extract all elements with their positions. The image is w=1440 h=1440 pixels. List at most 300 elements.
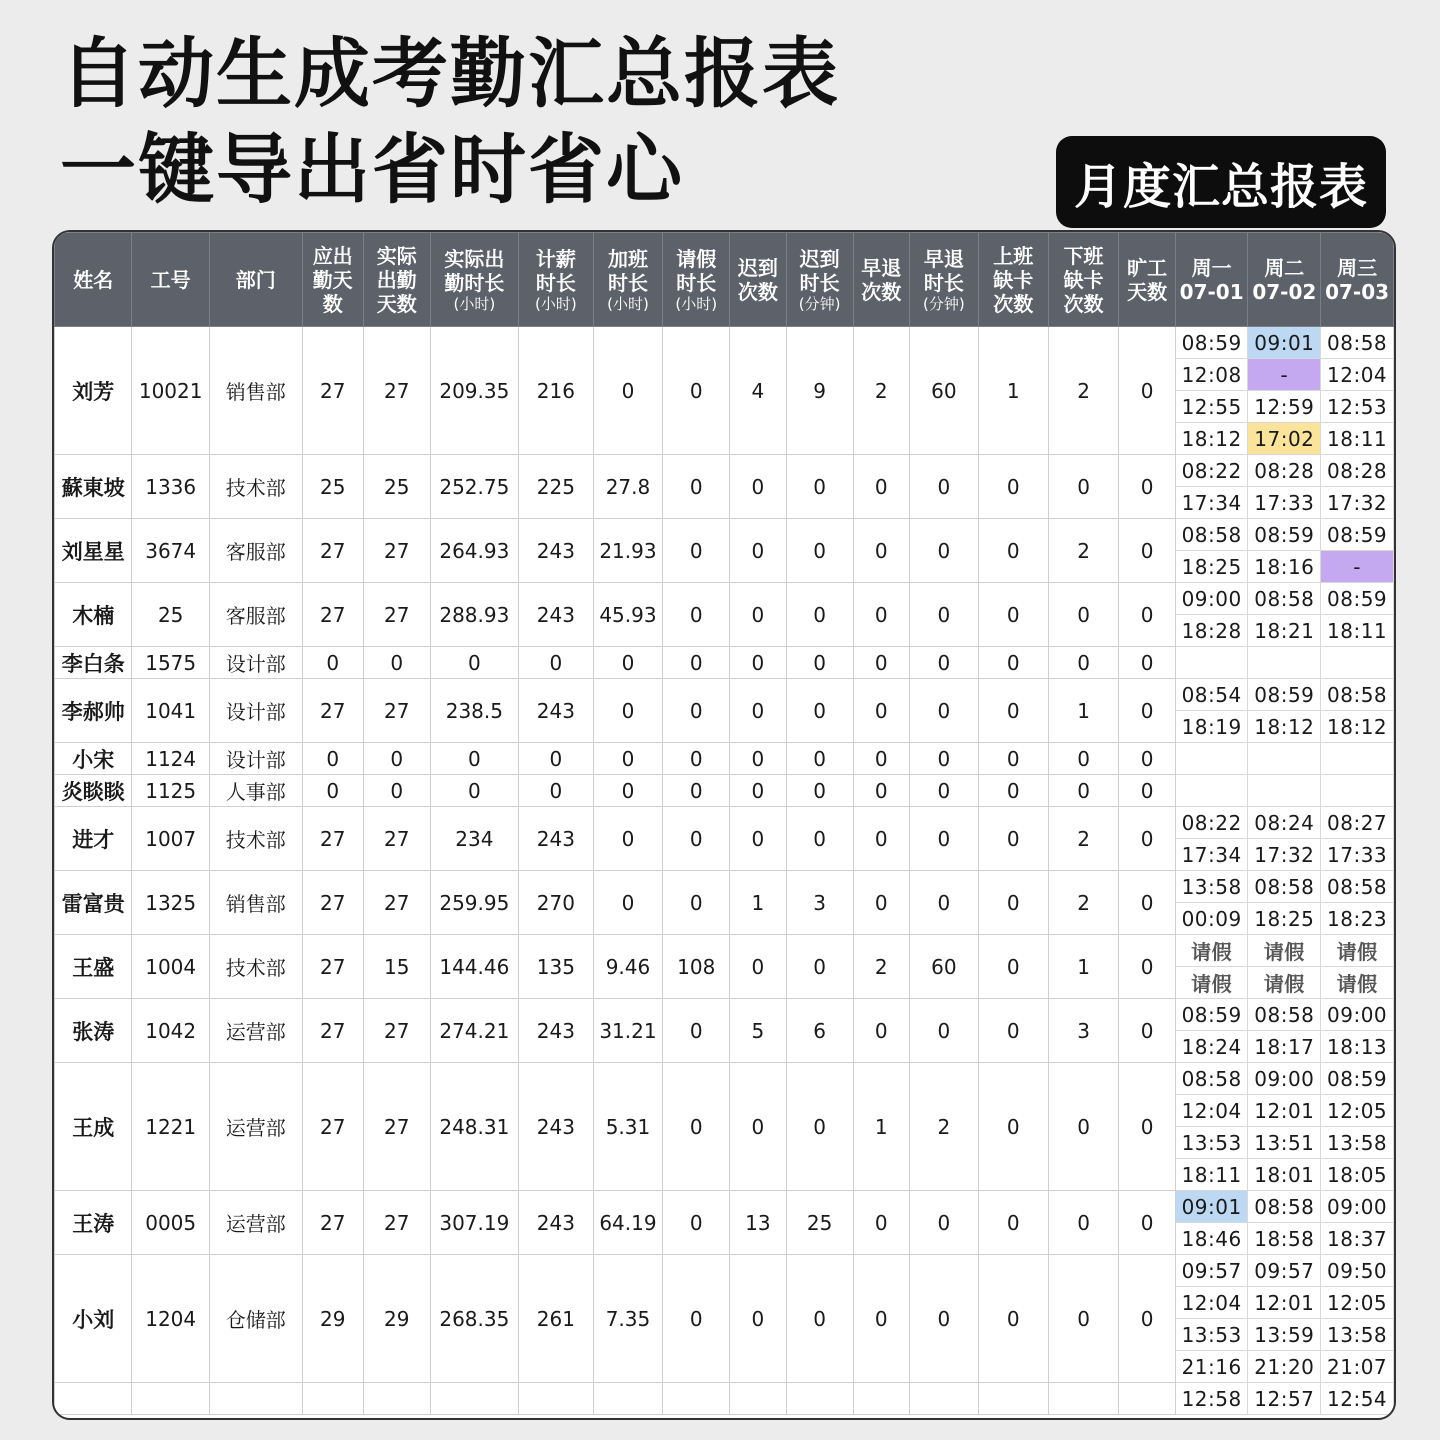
cell-stat-7[interactable]: 0 — [593, 871, 663, 935]
cell-stat-14[interactable]: 0 — [1048, 647, 1119, 679]
cell-punch-time[interactable]: 21:16 — [1175, 1351, 1248, 1383]
cell-stat-11[interactable]: 0 — [853, 743, 909, 775]
cell-name[interactable] — [55, 1383, 132, 1415]
cell-stat-9[interactable]: 0 — [730, 1255, 786, 1383]
cell-stat-4[interactable]: 27 — [363, 327, 430, 455]
cell-punch-time[interactable]: 18:58 — [1248, 1223, 1321, 1255]
cell-stat-13[interactable]: 1 — [978, 327, 1048, 455]
cell-name[interactable]: 刘芳 — [55, 327, 132, 455]
cell-name[interactable]: 炎睒睒 — [55, 775, 132, 807]
cell-stat-6[interactable]: 225 — [519, 455, 594, 519]
cell-punch-time[interactable]: 17:02 — [1248, 423, 1321, 455]
cell-punch-time[interactable]: 12:55 — [1175, 391, 1248, 423]
cell-stat-11[interactable]: 0 — [853, 1191, 909, 1255]
cell-stat-4[interactable]: 15 — [363, 935, 430, 999]
cell-punch-time[interactable] — [1248, 743, 1321, 775]
cell-punch-time[interactable]: 17:33 — [1321, 839, 1394, 871]
cell-dept[interactable]: 客服部 — [209, 519, 302, 583]
cell-stat-12[interactable]: 0 — [909, 1191, 978, 1255]
cell-stat-15[interactable]: 0 — [1119, 455, 1175, 519]
cell-stat-14[interactable]: 0 — [1048, 775, 1119, 807]
cell-stat-7[interactable]: 45.93 — [593, 583, 663, 647]
cell-stat-10[interactable]: 0 — [786, 807, 853, 871]
cell-stat-7[interactable]: 21.93 — [593, 519, 663, 583]
header-col-17[interactable] — [1248, 233, 1321, 327]
cell-dept[interactable]: 运营部 — [209, 1191, 302, 1255]
cell-punch-time[interactable]: 18:12 — [1321, 711, 1394, 743]
cell-name[interactable]: 小刘 — [55, 1255, 132, 1383]
cell-punch-time[interactable]: 08:59 — [1321, 519, 1394, 551]
cell-stat-12[interactable]: 2 — [909, 1063, 978, 1191]
cell-stat-9[interactable]: 0 — [730, 647, 786, 679]
cell-name[interactable]: 木楠 — [55, 583, 132, 647]
cell-punch-time[interactable]: 12:57 — [1248, 1383, 1321, 1415]
cell-punch-time[interactable]: 18:23 — [1321, 903, 1394, 935]
cell-id[interactable]: 1004 — [132, 935, 209, 999]
cell-punch-time[interactable]: 08:27 — [1321, 807, 1394, 839]
cell-stat-10[interactable]: 0 — [786, 583, 853, 647]
cell-stat-3[interactable]: 27 — [302, 871, 363, 935]
cell-stat-11[interactable]: 0 — [853, 999, 909, 1063]
cell-stat-7[interactable]: 0 — [593, 807, 663, 871]
cell-dept[interactable]: 仓储部 — [209, 1255, 302, 1383]
cell-punch-time[interactable]: 17:33 — [1248, 487, 1321, 519]
cell-name[interactable]: 小宋 — [55, 743, 132, 775]
cell-punch-time[interactable]: 08:58 — [1248, 1191, 1321, 1223]
cell-punch-time[interactable] — [1321, 647, 1394, 679]
cell-stat-12[interactable]: 0 — [909, 647, 978, 679]
cell-punch-time[interactable]: 09:01 — [1175, 1191, 1248, 1223]
cell-punch-time[interactable]: 08:59 — [1321, 1063, 1394, 1095]
cell-stat-3[interactable]: 27 — [302, 583, 363, 647]
cell-stat-6[interactable]: 261 — [519, 1255, 594, 1383]
cell-name[interactable]: 王成 — [55, 1063, 132, 1191]
cell-punch-time[interactable]: 18:24 — [1175, 1031, 1248, 1063]
cell-stat-3[interactable]: 27 — [302, 327, 363, 455]
cell-punch-time[interactable]: 18:37 — [1321, 1223, 1394, 1255]
cell-stat-9[interactable]: 4 — [730, 327, 786, 455]
cell-id[interactable]: 1575 — [132, 647, 209, 679]
cell-stat-14[interactable] — [1048, 1383, 1119, 1415]
cell-stat-5[interactable]: 0 — [430, 743, 518, 775]
cell-stat-15[interactable]: 0 — [1119, 583, 1175, 647]
cell-stat-15[interactable]: 0 — [1119, 1063, 1175, 1191]
cell-stat-8[interactable]: 0 — [663, 1191, 730, 1255]
cell-stat-13[interactable]: 0 — [978, 583, 1048, 647]
cell-stat-4[interactable] — [363, 1383, 430, 1415]
cell-stat-6[interactable]: 0 — [519, 775, 594, 807]
cell-stat-11[interactable]: 1 — [853, 1063, 909, 1191]
cell-stat-5[interactable]: 274.21 — [430, 999, 518, 1063]
cell-stat-9[interactable]: 0 — [730, 743, 786, 775]
cell-stat-12[interactable]: 0 — [909, 999, 978, 1063]
cell-punch-time[interactable]: 08:59 — [1175, 327, 1248, 359]
cell-punch-time[interactable]: 18:12 — [1248, 711, 1321, 743]
cell-name[interactable]: 李白条 — [55, 647, 132, 679]
cell-punch-time[interactable]: 08:58 — [1321, 679, 1394, 711]
cell-stat-4[interactable]: 25 — [363, 455, 430, 519]
cell-stat-6[interactable]: 243 — [519, 807, 594, 871]
cell-stat-8[interactable]: 0 — [663, 679, 730, 743]
cell-dept[interactable] — [209, 1383, 302, 1415]
cell-stat-11[interactable]: 2 — [853, 935, 909, 999]
cell-stat-7[interactable]: 7.35 — [593, 1255, 663, 1383]
cell-stat-13[interactable] — [978, 1383, 1048, 1415]
cell-stat-12[interactable]: 0 — [909, 807, 978, 871]
cell-punch-time[interactable] — [1321, 743, 1394, 775]
cell-punch-time[interactable] — [1248, 775, 1321, 807]
cell-stat-11[interactable]: 0 — [853, 647, 909, 679]
cell-id[interactable] — [132, 1383, 209, 1415]
cell-stat-8[interactable]: 0 — [663, 1063, 730, 1191]
cell-punch-time[interactable]: 18:11 — [1321, 423, 1394, 455]
cell-stat-11[interactable]: 0 — [853, 871, 909, 935]
cell-id[interactable]: 1041 — [132, 679, 209, 743]
header-col-15[interactable] — [1119, 233, 1175, 327]
cell-name[interactable]: 张涛 — [55, 999, 132, 1063]
cell-name[interactable]: 王盛 — [55, 935, 132, 999]
cell-stat-14[interactable]: 2 — [1048, 807, 1119, 871]
cell-stat-11[interactable]: 0 — [853, 519, 909, 583]
cell-dept[interactable]: 人事部 — [209, 775, 302, 807]
cell-stat-6[interactable]: 243 — [519, 583, 594, 647]
cell-stat-6[interactable]: 270 — [519, 871, 594, 935]
cell-stat-10[interactable]: 0 — [786, 743, 853, 775]
cell-id[interactable]: 1325 — [132, 871, 209, 935]
cell-stat-10[interactable]: 0 — [786, 647, 853, 679]
cell-stat-11[interactable]: 0 — [853, 455, 909, 519]
cell-punch-time[interactable]: 09:00 — [1175, 583, 1248, 615]
cell-stat-4[interactable]: 27 — [363, 1063, 430, 1191]
cell-stat-15[interactable]: 0 — [1119, 1191, 1175, 1255]
cell-stat-10[interactable]: 3 — [786, 871, 853, 935]
cell-stat-5[interactable]: 144.46 — [430, 935, 518, 999]
cell-stat-12[interactable]: 0 — [909, 775, 978, 807]
cell-stat-6[interactable]: 243 — [519, 679, 594, 743]
cell-stat-13[interactable]: 0 — [978, 455, 1048, 519]
cell-stat-5[interactable]: 264.93 — [430, 519, 518, 583]
cell-stat-15[interactable]: 0 — [1119, 679, 1175, 743]
cell-punch-time[interactable]: 21:07 — [1321, 1351, 1394, 1383]
cell-punch-time[interactable]: 请假 — [1321, 935, 1394, 967]
cell-stat-8[interactable]: 0 — [663, 583, 730, 647]
cell-stat-5[interactable]: 0 — [430, 775, 518, 807]
cell-stat-7[interactable]: 0 — [593, 775, 663, 807]
cell-stat-6[interactable]: 0 — [519, 743, 594, 775]
cell-punch-time[interactable]: 12:04 — [1321, 359, 1394, 391]
header-col-7[interactable] — [593, 233, 663, 327]
cell-stat-11[interactable]: 0 — [853, 679, 909, 743]
cell-stat-8[interactable]: 0 — [663, 807, 730, 871]
cell-punch-time[interactable]: 08:59 — [1248, 519, 1321, 551]
cell-stat-8[interactable]: 0 — [663, 1255, 730, 1383]
header-col-11[interactable] — [853, 233, 909, 327]
cell-stat-14[interactable]: 0 — [1048, 1255, 1119, 1383]
header-col-5[interactable] — [430, 233, 518, 327]
cell-stat-4[interactable]: 27 — [363, 519, 430, 583]
cell-stat-7[interactable]: 31.21 — [593, 999, 663, 1063]
cell-punch-time[interactable]: 13:53 — [1175, 1127, 1248, 1159]
cell-dept[interactable]: 设计部 — [209, 743, 302, 775]
cell-stat-15[interactable]: 0 — [1119, 647, 1175, 679]
cell-stat-7[interactable] — [593, 1383, 663, 1415]
cell-stat-6[interactable]: 243 — [519, 1063, 594, 1191]
cell-dept[interactable]: 销售部 — [209, 871, 302, 935]
cell-stat-10[interactable]: 0 — [786, 935, 853, 999]
cell-punch-time[interactable] — [1175, 647, 1248, 679]
cell-stat-4[interactable]: 0 — [363, 647, 430, 679]
cell-id[interactable]: 1124 — [132, 743, 209, 775]
cell-stat-13[interactable]: 0 — [978, 1063, 1048, 1191]
cell-punch-time[interactable]: 18:28 — [1175, 615, 1248, 647]
cell-punch-time[interactable]: 08:59 — [1248, 679, 1321, 711]
cell-punch-time[interactable] — [1321, 775, 1394, 807]
cell-stat-3[interactable]: 27 — [302, 519, 363, 583]
cell-stat-3[interactable]: 29 — [302, 1255, 363, 1383]
cell-stat-8[interactable]: 0 — [663, 455, 730, 519]
cell-stat-10[interactable]: 9 — [786, 327, 853, 455]
cell-stat-13[interactable]: 0 — [978, 935, 1048, 999]
cell-stat-5[interactable] — [430, 1383, 518, 1415]
cell-stat-10[interactable]: 6 — [786, 999, 853, 1063]
cell-punch-time[interactable]: 18:21 — [1248, 615, 1321, 647]
cell-stat-7[interactable]: 0 — [593, 743, 663, 775]
cell-stat-15[interactable]: 0 — [1119, 999, 1175, 1063]
cell-stat-15[interactable]: 0 — [1119, 519, 1175, 583]
cell-punch-time[interactable]: - — [1248, 359, 1321, 391]
cell-stat-4[interactable]: 0 — [363, 743, 430, 775]
cell-punch-time[interactable]: 08:54 — [1175, 679, 1248, 711]
cell-stat-4[interactable]: 27 — [363, 807, 430, 871]
cell-stat-14[interactable]: 3 — [1048, 999, 1119, 1063]
cell-stat-10[interactable]: 0 — [786, 455, 853, 519]
cell-punch-time[interactable]: 请假 — [1248, 935, 1321, 967]
cell-id[interactable]: 1007 — [132, 807, 209, 871]
cell-stat-3[interactable]: 25 — [302, 455, 363, 519]
cell-stat-12[interactable]: 0 — [909, 679, 978, 743]
cell-stat-5[interactable]: 307.19 — [430, 1191, 518, 1255]
cell-punch-time[interactable]: 18:05 — [1321, 1159, 1394, 1191]
cell-stat-7[interactable]: 0 — [593, 679, 663, 743]
cell-stat-9[interactable]: 0 — [730, 679, 786, 743]
cell-stat-9[interactable]: 13 — [730, 1191, 786, 1255]
cell-stat-6[interactable]: 135 — [519, 935, 594, 999]
cell-punch-time[interactable]: 12:54 — [1321, 1383, 1394, 1415]
cell-stat-7[interactable]: 27.8 — [593, 455, 663, 519]
cell-dept[interactable]: 客服部 — [209, 583, 302, 647]
cell-stat-12[interactable]: 0 — [909, 1255, 978, 1383]
header-col-12[interactable] — [909, 233, 978, 327]
cell-stat-6[interactable]: 216 — [519, 327, 594, 455]
cell-id[interactable]: 1204 — [132, 1255, 209, 1383]
cell-stat-8[interactable]: 0 — [663, 999, 730, 1063]
cell-stat-10[interactable]: 0 — [786, 775, 853, 807]
cell-punch-time[interactable]: 09:00 — [1321, 999, 1394, 1031]
cell-punch-time[interactable]: 09:57 — [1175, 1255, 1248, 1287]
cell-stat-14[interactable]: 1 — [1048, 679, 1119, 743]
cell-stat-8[interactable]: 0 — [663, 647, 730, 679]
cell-stat-15[interactable]: 0 — [1119, 1255, 1175, 1383]
cell-stat-13[interactable]: 0 — [978, 519, 1048, 583]
cell-stat-10[interactable]: 0 — [786, 1255, 853, 1383]
header-col-3[interactable] — [302, 233, 363, 327]
cell-stat-12[interactable]: 0 — [909, 583, 978, 647]
cell-stat-8[interactable] — [663, 1383, 730, 1415]
cell-punch-time[interactable]: 13:53 — [1175, 1319, 1248, 1351]
cell-stat-9[interactable]: 0 — [730, 1063, 786, 1191]
cell-stat-11[interactable]: 2 — [853, 327, 909, 455]
cell-punch-time[interactable]: 请假 — [1175, 967, 1248, 999]
cell-stat-10[interactable]: 0 — [786, 1063, 853, 1191]
cell-punch-time[interactable]: 13:51 — [1248, 1127, 1321, 1159]
cell-stat-7[interactable]: 9.46 — [593, 935, 663, 999]
cell-punch-time[interactable]: 08:59 — [1175, 999, 1248, 1031]
cell-stat-3[interactable]: 27 — [302, 999, 363, 1063]
cell-punch-time[interactable]: 09:50 — [1321, 1255, 1394, 1287]
cell-stat-7[interactable]: 0 — [593, 647, 663, 679]
cell-stat-14[interactable]: 2 — [1048, 871, 1119, 935]
cell-punch-time[interactable] — [1175, 775, 1248, 807]
cell-punch-time[interactable]: 08:22 — [1175, 807, 1248, 839]
cell-stat-3[interactable]: 27 — [302, 935, 363, 999]
cell-stat-5[interactable]: 268.35 — [430, 1255, 518, 1383]
cell-punch-time[interactable]: 08:24 — [1248, 807, 1321, 839]
cell-punch-time[interactable]: 09:00 — [1321, 1191, 1394, 1223]
cell-stat-5[interactable]: 234 — [430, 807, 518, 871]
cell-stat-8[interactable]: 108 — [663, 935, 730, 999]
cell-stat-9[interactable]: 0 — [730, 583, 786, 647]
cell-punch-time[interactable]: 18:25 — [1175, 551, 1248, 583]
header-col-10[interactable] — [786, 233, 853, 327]
cell-punch-time[interactable]: 17:32 — [1321, 487, 1394, 519]
header-col-14[interactable] — [1048, 233, 1119, 327]
header-col-0[interactable] — [55, 233, 132, 327]
cell-id[interactable]: 1336 — [132, 455, 209, 519]
cell-stat-13[interactable]: 0 — [978, 1191, 1048, 1255]
cell-punch-time[interactable]: 09:01 — [1248, 327, 1321, 359]
cell-punch-time[interactable]: 08:58 — [1248, 999, 1321, 1031]
cell-punch-time[interactable]: 请假 — [1321, 967, 1394, 999]
cell-punch-time[interactable] — [1248, 647, 1321, 679]
cell-dept[interactable]: 设计部 — [209, 647, 302, 679]
cell-stat-9[interactable]: 1 — [730, 871, 786, 935]
cell-punch-time[interactable]: 18:12 — [1175, 423, 1248, 455]
cell-stat-10[interactable]: 0 — [786, 679, 853, 743]
cell-stat-11[interactable]: 0 — [853, 583, 909, 647]
cell-dept[interactable]: 技术部 — [209, 807, 302, 871]
cell-id[interactable]: 1221 — [132, 1063, 209, 1191]
cell-stat-12[interactable]: 60 — [909, 935, 978, 999]
cell-name[interactable]: 李郝帅 — [55, 679, 132, 743]
cell-stat-13[interactable]: 0 — [978, 647, 1048, 679]
cell-stat-6[interactable] — [519, 1383, 594, 1415]
cell-stat-9[interactable]: 0 — [730, 935, 786, 999]
cell-stat-14[interactable]: 0 — [1048, 1191, 1119, 1255]
cell-stat-11[interactable]: 0 — [853, 807, 909, 871]
cell-stat-12[interactable]: 0 — [909, 743, 978, 775]
cell-id[interactable]: 1042 — [132, 999, 209, 1063]
cell-punch-time[interactable]: 12:01 — [1248, 1287, 1321, 1319]
cell-dept[interactable]: 销售部 — [209, 327, 302, 455]
cell-stat-3[interactable]: 0 — [302, 647, 363, 679]
cell-punch-time[interactable]: 17:32 — [1248, 839, 1321, 871]
header-col-8[interactable] — [663, 233, 730, 327]
cell-stat-6[interactable]: 243 — [519, 999, 594, 1063]
cell-stat-3[interactable]: 27 — [302, 679, 363, 743]
cell-stat-4[interactable]: 0 — [363, 775, 430, 807]
cell-stat-12[interactable]: 0 — [909, 455, 978, 519]
cell-id[interactable]: 0005 — [132, 1191, 209, 1255]
cell-punch-time[interactable]: 08:58 — [1248, 871, 1321, 903]
cell-id[interactable]: 10021 — [132, 327, 209, 455]
cell-id[interactable]: 25 — [132, 583, 209, 647]
cell-stat-13[interactable]: 0 — [978, 743, 1048, 775]
cell-punch-time[interactable]: 12:08 — [1175, 359, 1248, 391]
cell-punch-time[interactable]: 12:05 — [1321, 1095, 1394, 1127]
header-col-2[interactable] — [209, 233, 302, 327]
cell-punch-time[interactable]: 17:34 — [1175, 487, 1248, 519]
cell-stat-6[interactable]: 243 — [519, 519, 594, 583]
header-col-6[interactable] — [519, 233, 594, 327]
cell-stat-15[interactable]: 0 — [1119, 327, 1175, 455]
cell-stat-12[interactable]: 60 — [909, 327, 978, 455]
cell-stat-13[interactable]: 0 — [978, 1255, 1048, 1383]
cell-stat-3[interactable]: 27 — [302, 1063, 363, 1191]
cell-stat-14[interactable]: 0 — [1048, 743, 1119, 775]
cell-stat-4[interactable]: 27 — [363, 679, 430, 743]
cell-stat-4[interactable]: 29 — [363, 1255, 430, 1383]
cell-punch-time[interactable]: 00:09 — [1175, 903, 1248, 935]
cell-stat-8[interactable]: 0 — [663, 327, 730, 455]
cell-punch-time[interactable]: 18:16 — [1248, 551, 1321, 583]
header-col-1[interactable] — [132, 233, 209, 327]
cell-punch-time[interactable]: 请假 — [1175, 935, 1248, 967]
cell-punch-time[interactable]: 18:19 — [1175, 711, 1248, 743]
cell-punch-time[interactable]: 18:11 — [1321, 615, 1394, 647]
cell-name[interactable]: 刘星星 — [55, 519, 132, 583]
cell-id[interactable]: 1125 — [132, 775, 209, 807]
cell-stat-8[interactable]: 0 — [663, 519, 730, 583]
cell-stat-7[interactable]: 64.19 — [593, 1191, 663, 1255]
cell-stat-9[interactable]: 0 — [730, 455, 786, 519]
cell-stat-8[interactable]: 0 — [663, 743, 730, 775]
cell-stat-4[interactable]: 27 — [363, 583, 430, 647]
cell-stat-12[interactable]: 0 — [909, 519, 978, 583]
cell-stat-3[interactable] — [302, 1383, 363, 1415]
cell-punch-time[interactable]: 18:25 — [1248, 903, 1321, 935]
cell-punch-time[interactable]: 08:28 — [1248, 455, 1321, 487]
cell-stat-13[interactable]: 0 — [978, 775, 1048, 807]
cell-stat-5[interactable]: 0 — [430, 647, 518, 679]
cell-punch-time[interactable]: 08:58 — [1175, 519, 1248, 551]
cell-punch-time[interactable]: 18:11 — [1175, 1159, 1248, 1191]
cell-stat-15[interactable]: 0 — [1119, 935, 1175, 999]
cell-punch-time[interactable]: 13:58 — [1175, 871, 1248, 903]
cell-stat-7[interactable]: 0 — [593, 327, 663, 455]
cell-stat-6[interactable]: 243 — [519, 1191, 594, 1255]
cell-stat-4[interactable]: 27 — [363, 999, 430, 1063]
cell-punch-time[interactable]: 17:34 — [1175, 839, 1248, 871]
cell-stat-13[interactable]: 0 — [978, 999, 1048, 1063]
cell-name[interactable]: 进才 — [55, 807, 132, 871]
cell-punch-time[interactable]: 13:58 — [1321, 1319, 1394, 1351]
cell-punch-time[interactable]: - — [1321, 551, 1394, 583]
cell-stat-12[interactable]: 0 — [909, 871, 978, 935]
cell-stat-14[interactable]: 2 — [1048, 327, 1119, 455]
cell-stat-9[interactable]: 0 — [730, 775, 786, 807]
cell-dept[interactable]: 运营部 — [209, 999, 302, 1063]
cell-punch-time[interactable]: 13:58 — [1321, 1127, 1394, 1159]
